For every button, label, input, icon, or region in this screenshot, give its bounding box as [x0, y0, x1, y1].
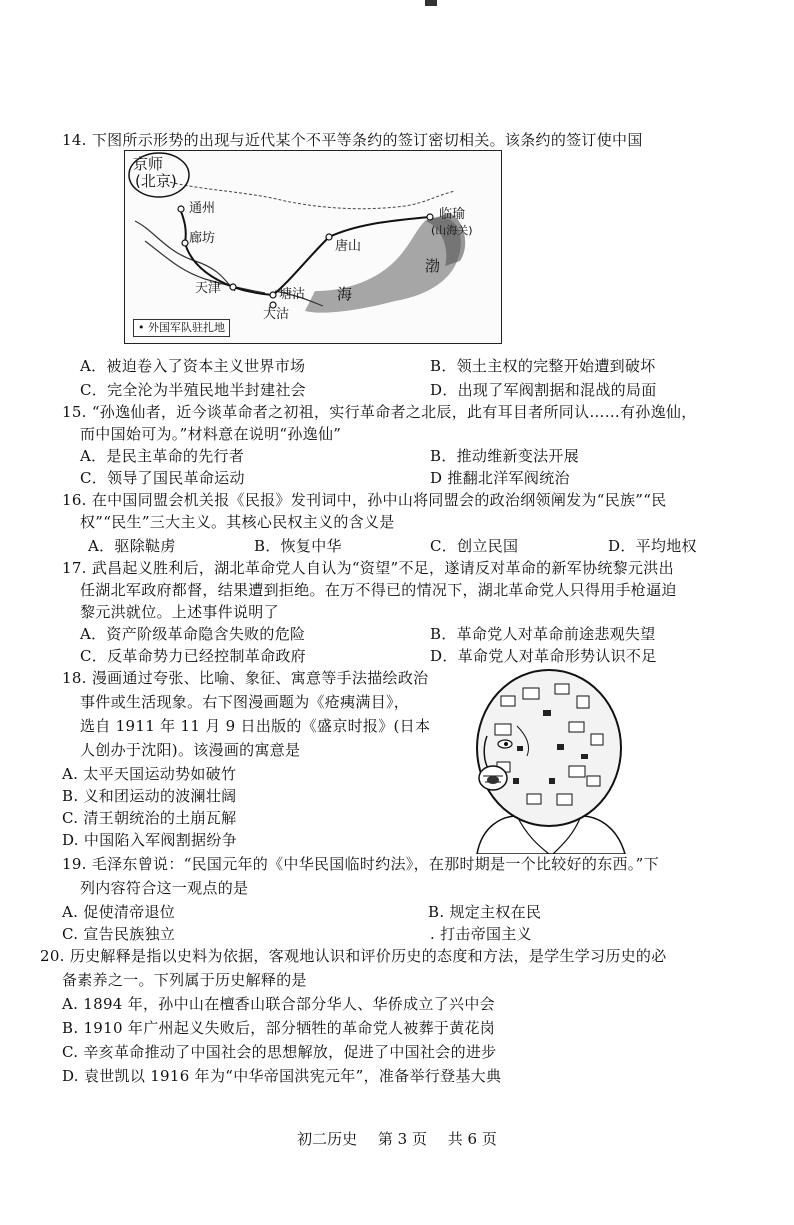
q18-stem-line2: 事件或生活现象。右下图漫画题为《疮痍满目》，: [80, 693, 410, 711]
map-label-tongzhou: 通州: [189, 201, 216, 216]
top-scan-mark: [425, 0, 437, 6]
q20-option-d[interactable]: D. 袁世凯以 1916 年为“中华帝国洪宪元年”，准备举行登基大典: [62, 1067, 502, 1085]
q19-option-b[interactable]: B. 规定主权在民: [428, 903, 542, 921]
q15-stem-line1: 15. “孙逸仙者，近今谈革命者之初祖，实行革命者之北辰，此有耳目者所同认……有孙逸仙，: [62, 403, 697, 421]
q20-stem-line2: 备素养之一。下列属于历史解释的是: [62, 971, 307, 989]
q19-stem-line2: 列内容符合这一观点的是: [80, 879, 249, 897]
map-label-capital: 京师: [133, 155, 164, 173]
q17-stem-line3: 黎元洪就位。上述事件说明了: [80, 603, 279, 621]
q18-option-a[interactable]: A. 太平天国运动势如破竹: [62, 765, 237, 783]
map-label-sea-2: 海: [337, 285, 353, 303]
q17-stem-line2: 任湖北军政府都督，结果遭到拒绝。在万不得已的情况下，湖北革命党人只得用手枪逼迫: [80, 581, 677, 599]
map-label-tangshan: 唐山: [335, 239, 362, 254]
q14-option-b[interactable]: B．领土主权的完整开始遭到破坏: [430, 357, 656, 375]
q20-option-b[interactable]: B. 1910 年广州起义失败后，部分牺牲的革命党人被葬于黄花岗: [62, 1019, 496, 1037]
q14-option-a[interactable]: A．被迫卷入了资本主义世界市场: [80, 357, 306, 375]
q19-option-c[interactable]: C. 宣告民族独立: [62, 925, 176, 943]
treaty-map: [124, 150, 502, 344]
q16-option-d[interactable]: D．平均地权: [608, 537, 697, 555]
footer-page: 第 3 页: [377, 1130, 427, 1148]
footer-total: 共 6 页: [447, 1130, 497, 1148]
map-label-linyu: 临瑜: [439, 207, 466, 222]
q15-stem-line2: 而中国始可为。”材料意在说明“孙逸仙”: [80, 425, 342, 443]
q19-option-d[interactable]: . 打击帝国主义: [430, 925, 532, 943]
q14-option-c[interactable]: C．完全沦为半殖民地半封建社会: [80, 381, 306, 399]
q15-option-c[interactable]: C．领导了国民革命运动: [80, 469, 245, 487]
q18-option-c[interactable]: C. 清王朝统治的土崩瓦解: [62, 809, 237, 827]
q17-option-b[interactable]: B．革命党人对革命前途悲观失望: [430, 625, 656, 643]
footer-subject: 初二历史: [297, 1130, 358, 1148]
q18-option-b[interactable]: B. 义和团运动的波澜壮阔: [62, 787, 237, 805]
q18-stem-line1: 18. 漫画通过夸张、比喻、象征、寓意等手法描绘政治: [62, 669, 429, 687]
q15-option-d[interactable]: D 推翻北洋军阀统治: [430, 469, 570, 487]
q19-stem-line1: 19. 毛泽东曾说：“民国元年的《中华民国临时约法》，在那时期是一个比较好的东西。”下: [62, 855, 659, 873]
q19-option-a[interactable]: A. 促使清帝退位: [62, 903, 176, 921]
q15-option-a[interactable]: A．是民主革命的先行者: [80, 447, 245, 465]
q18-stem-line3: 选自 1911 年 11 月 9 日出版的《盛京时报》(日本: [80, 717, 431, 735]
q18-option-d[interactable]: D. 中国陷入军阀割据纷争: [62, 831, 237, 849]
q16-stem-line2: 权”“民生”三大主义。其核心民权主义的含义是: [80, 513, 395, 531]
q16-option-a[interactable]: A．驱除鞑虏: [88, 537, 176, 555]
page-footer: [0, 1129, 794, 1149]
q20-option-a[interactable]: A. 1894 年，孙中山在檀香山联合部分华人、华侨成立了兴中会: [62, 995, 495, 1013]
map-label-tanggu: 塘沽: [279, 287, 306, 302]
map-label-tianjin: 天津: [195, 281, 222, 296]
map-legend: • 外国军队驻扎地: [133, 319, 230, 337]
map-label-capital-sub: (北京): [135, 172, 177, 190]
q18-stem-line4: 人创办于沈阳)。该漫画的寓意是: [80, 741, 301, 759]
q14-stem: 14. 下图所示形势的出现与近代某个不平等条约的签订密切相关。该条约的签订使中国: [62, 131, 643, 149]
q17-option-d[interactable]: D．革命党人对革命形势认识不足: [430, 647, 657, 665]
q15-option-b[interactable]: B．推动维新变法开展: [430, 447, 580, 465]
map-label-dagu: 大沽: [263, 307, 290, 322]
q16-stem-line1: 16. 在中国同盟会机关报《民报》发刊词中，孙中山将同盟会的政治纲领阐发为“民族”“民: [62, 491, 667, 509]
q20-option-c[interactable]: C. 辛亥革命推动了中国社会的思想解放，促进了中国社会的进步: [62, 1043, 497, 1061]
q16-option-b[interactable]: B．恢复中华: [254, 537, 342, 555]
q16-option-c[interactable]: C．创立民国: [430, 537, 519, 555]
cartoon-illustration: [457, 666, 641, 854]
map-label-sea-1: 渤: [425, 257, 441, 275]
q17-option-c[interactable]: C．反革命势力已经控制革命政府: [80, 647, 306, 665]
q14-option-d[interactable]: D．出现了军阀割据和混战的局面: [430, 381, 657, 399]
q20-stem-line1: 20. 历史解释是指以史料为依据，客观地认识和评价历史的态度和方法，是学生学习历史的必: [40, 947, 667, 965]
q17-option-a[interactable]: A．资产阶级革命隐含失败的危险: [80, 625, 306, 643]
q17-stem-line1: 17. 武昌起义胜利后，湖北革命党人自认为“资望”不足，遂请反对革命的新军协统黎元洪出: [62, 559, 674, 577]
map-label-shanhaiguan: (山海关): [431, 224, 473, 237]
map-label-langfang: 廊坊: [189, 231, 216, 246]
map-graphic: [125, 151, 501, 343]
